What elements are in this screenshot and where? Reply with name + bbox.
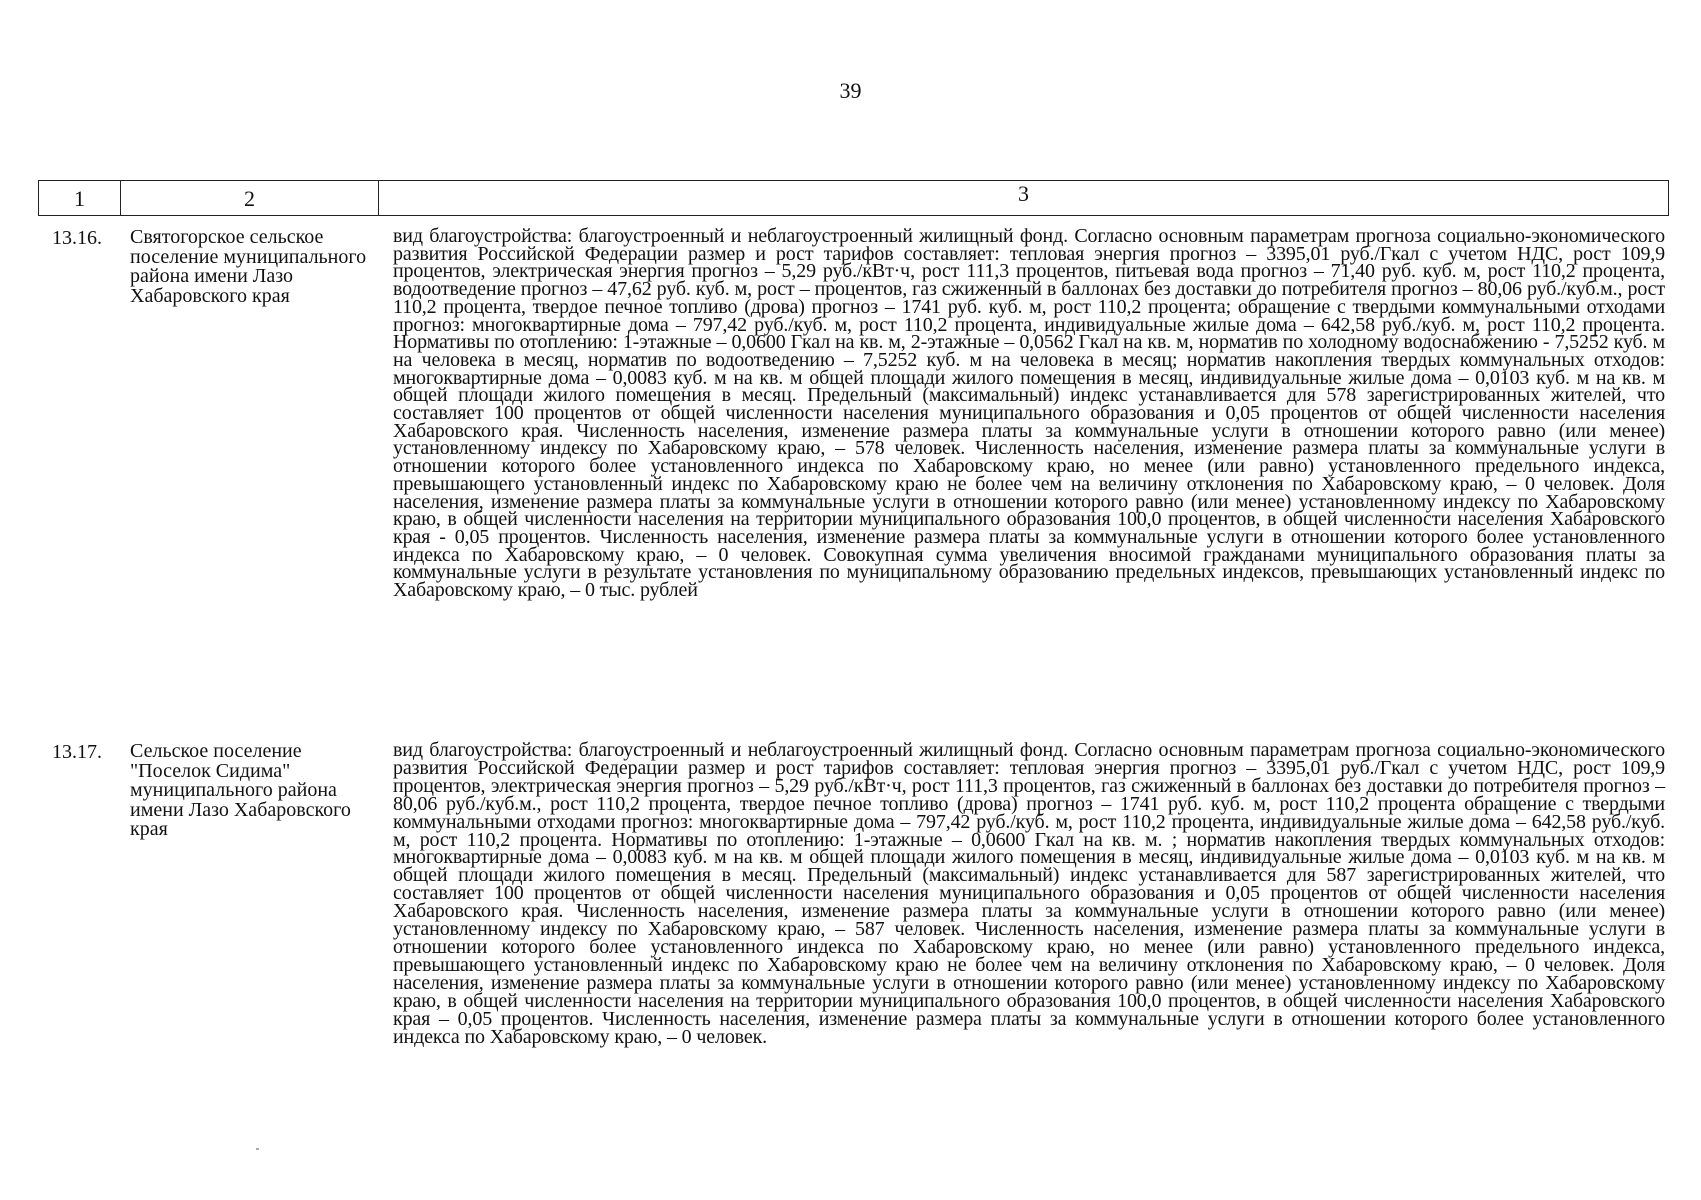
table-header-row [38,180,1669,216]
municipality-name: Сельское поселение "Поселок Сидима" муниципального района имени Лазо Хабаровского края [130,740,351,840]
scan-dot [256,1148,259,1150]
row-description: вид благоустройства: благоустроенный и неблагоустроенный жилищный фонд. Согласно основным параметрам прогноза социально-экономического развития Российской Федерации размер и рост тарифов составляет: тепловая энергия прогноз – 3395,01 руб./Гкал с учетом НДС, рост 109,9 процентов, электрическая энергия прогноз – 5,29 руб./кВт·ч, рост 111,3 процентов, питьевая вода прогноз – 71,40 руб. куб. м, рост 110,2 процента, водоотведение прогноз – 47,62 руб. куб. м, рост – процентов, газ сжиженный в баллонах без доставки до потребителя прогноз – 80,06 руб./куб.м., рост 110,2 процента, твердое печное топливо (дрова) прогноз – 1741 руб. куб. м, рост 110,2 процента; обращение с твердыми коммунальными отходами прогноз: многоквартирные дома – 797,42 руб./куб. м, рост 110,2 процента, индивидуальные жилые дома – 642,58 руб./куб. м, рост 110,2 процента. Нормативы по отоплению: 1-этажные – 0,0600 Гкал на кв. м, 2-этажные – 0,0562 Гкал на кв. м, норматив по холодному водоснабжению - 7,5252 куб. м на человека в месяц, норматив по водоотведению – 7,5252 куб. м на человека в месяц; норматив накопления твердых коммунальных отходов: многоквартирные дома – 0,0083 куб. м на кв. м общей площади жилого помещения в месяц, индивидуальные жилые дома – 0,0103 куб. м на кв. м общей площади жилого помещения в месяц. Предельный (максимальный) индекс устанавливается для 578 зарегистрированных жителей, что составляет 100 процентов от общей численности населения муниципального образования и 0,05 процентов от общей численности населения Хабаровского края. Численность населения, изменение размера платы за коммунальные услуги в отношении которого равно (или менее) установленному индексу по Хабаровскому краю, – 578 человек. Численность населения, изменение размера платы за коммунальные услуги в отношении которого более установленного индекса по Хабаровскому краю, но менее (или равно) установленного предельного индекса, превышающего установленный индекс по Хабаровскому краю не более чем на величину отклонения по Хабаровскому краю, – 0 человек. Доля населения, изменение размера платы за коммунальные услуги в отношении которого равно (или менее) установленному индексу по Хабаровскому краю, в общей численности населения на территории муниципального образования 100,0 процентов, в общей численности населения Хабаровского края - 0,05 процентов. Численность населения, изменение размера платы за коммунальные услуги в отношении которого более установленного индекса по Хабаровскому краю, – 0 человек. Совокупная сумма увеличения вносимой гражданами муниципального образования платы за коммунальные услуги в результате установления по муниципальному образованию предельных индексов, превышающих установленный индекс по Хабаровскому краю, – 0 тыс. рублей [393,225,1665,602]
page-number: 39 [839,78,862,103]
header-cell-2: 2 [121,181,379,215]
row-number: 13.17. [52,741,102,763]
table-row [38,739,1669,1182]
municipality-name: Святогорское сельское поселение муниципального района имени Лазо Хабаровского края [130,226,367,307]
table-row [38,225,1669,730]
header-cell-3: 3 [1018,181,1029,206]
row-number: 13.16. [52,227,102,249]
header-cell-1: 1 [39,181,121,215]
row-description: вид благоустройства: благоустроенный и неблагоустроенный жилищный фонд. Согласно основным параметрам прогноза социально-экономического развития Российской Федерации размер и рост тарифов составляет: тепловая энергия прогноз – 3395,01 руб./Гкал с учетом НДС, рост 109,9 процентов, электрическая энергия прогноз – 5,29 руб./кВт·ч, рост 111,3 процентов, газ сжиженный в баллонах без доставки до потребителя прогноз – 80,06 руб./куб.м., рост 110,2 процента, твердое печное топливо (дрова) прогноз – 1741 руб. куб. м, рост 110,2 процента обращение с твердыми коммунальными отходами прогноз: многоквартирные дома – 797,42 руб./куб. м, рост 110,2 процента, индивидуальные жилые дома – 642,58 руб./куб. м, рост 110,2 процента. Нормативы по отоплению: 1-этажные – 0,0600 Гкал на кв. м. ; норматив накопления твердых коммунальных отходов: многоквартирные дома – 0,0083 куб. м на кв. м общей площади жилого помещения в месяц, индивидуальные жилые дома – 0,0103 куб. м на кв. м общей площади жилого помещения в месяц. Предельный (максимальный) индекс устанавливается для 587 зарегистрированных жителей, что составляет 100 процентов от общей численности населения муниципального образования и 0,05 процентов от общей численности населения Хабаровского края. Численность населения, изменение размера платы за коммунальные услуги в отношении которого равно (или менее) установленному индексу по Хабаровскому краю, – 587 человек. Численность населения, изменение размера платы за коммунальные услуги в отношении которого более установленного индекса по Хабаровскому краю, но менее (или равно) установленного предельного индекса, превышающего установленный индекс по Хабаровскому краю не более чем на величину отклонения по Хабаровскому краю, – 0 человек. Доля населения, изменение размера платы за коммунальные услуги в отношении которого равно (или менее) установленному индексу по Хабаровскому краю, в общей численности населения на территории муниципального образования 100,0 процентов, в общей численности населения Хабаровского края – 0,05 процентов. Численность населения, изменение размера платы за коммунальные услуги в отношении которого более установленного индекса по Хабаровскому краю, – 0 человек. [393,739,1665,1048]
